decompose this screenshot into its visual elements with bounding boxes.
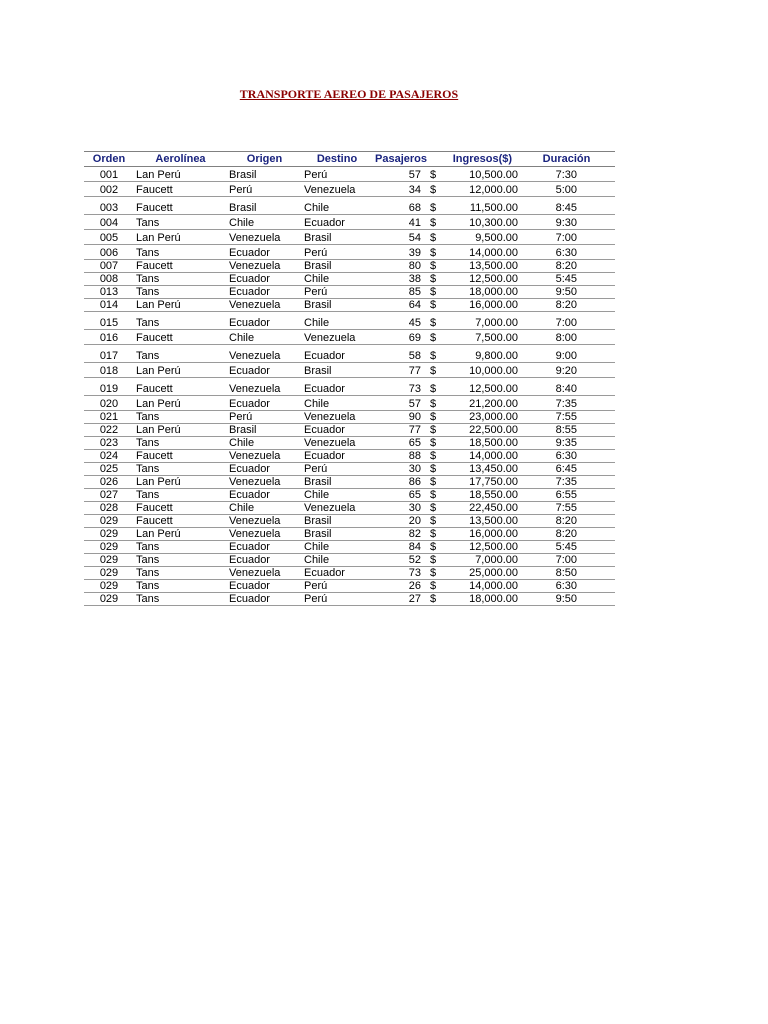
cell-ingresos: 14,000.00 xyxy=(446,245,518,260)
cell-orden: 029 xyxy=(84,567,134,580)
cell-ingresos: 22,450.00 xyxy=(446,502,518,515)
table-row xyxy=(84,286,615,299)
cell-destino: Chile xyxy=(302,554,372,567)
cell-destino: Perú xyxy=(302,593,372,606)
table-row xyxy=(84,437,615,450)
cell-currency: $ xyxy=(430,476,446,489)
cell-destino: Brasil xyxy=(302,528,372,541)
cell-pasajeros: 73 xyxy=(372,567,430,580)
table-row xyxy=(84,502,615,515)
cell-destino: Chile xyxy=(302,312,372,330)
cell-aerolinea: Lan Perú xyxy=(134,396,227,411)
cell-duracion: 6:30 xyxy=(518,245,615,260)
cell-aerolinea: Lan Perú xyxy=(134,363,227,378)
cell-pasajeros: 65 xyxy=(372,489,430,502)
cell-duracion: 8:55 xyxy=(518,424,615,437)
cell-destino: Perú xyxy=(302,580,372,593)
cell-destino: Ecuador xyxy=(302,450,372,463)
cell-duracion: 6:30 xyxy=(518,580,615,593)
cell-aerolinea: Tans xyxy=(134,273,227,286)
cell-pasajeros: 52 xyxy=(372,554,430,567)
cell-pasajeros: 65 xyxy=(372,437,430,450)
table-row xyxy=(84,424,615,437)
cell-ingresos: 7,000.00 xyxy=(446,554,518,567)
cell-aerolinea: Tans xyxy=(134,215,227,230)
cell-orden: 018 xyxy=(84,363,134,378)
table-row xyxy=(84,363,615,378)
cell-duracion: 8:45 xyxy=(518,197,615,215)
table-row xyxy=(84,567,615,580)
cell-duracion: 5:45 xyxy=(518,273,615,286)
header-row xyxy=(84,152,615,167)
cell-destino: Venezuela xyxy=(302,502,372,515)
cell-origen: Venezuela xyxy=(227,528,302,541)
cell-aerolinea: Faucett xyxy=(134,182,227,197)
cell-duracion: 9:20 xyxy=(518,363,615,378)
table-row xyxy=(84,476,615,489)
cell-currency: $ xyxy=(430,502,446,515)
cell-ingresos: 21,200.00 xyxy=(446,396,518,411)
cell-origen: Ecuador xyxy=(227,245,302,260)
cell-orden: 024 xyxy=(84,450,134,463)
cell-orden: 006 xyxy=(84,245,134,260)
table-row xyxy=(84,330,615,345)
cell-orden: 023 xyxy=(84,437,134,450)
table-row xyxy=(84,230,615,245)
cell-pasajeros: 86 xyxy=(372,476,430,489)
cell-ingresos: 23,000.00 xyxy=(446,411,518,424)
cell-duracion: 6:55 xyxy=(518,489,615,502)
cell-pasajeros: 90 xyxy=(372,411,430,424)
cell-pasajeros: 58 xyxy=(372,345,430,363)
cell-ingresos: 10,300.00 xyxy=(446,215,518,230)
cell-destino: Ecuador xyxy=(302,378,372,396)
cell-currency: $ xyxy=(430,580,446,593)
cell-currency: $ xyxy=(430,411,446,424)
cell-ingresos: 7,500.00 xyxy=(446,330,518,345)
cell-origen: Brasil xyxy=(227,424,302,437)
cell-pasajeros: 41 xyxy=(372,215,430,230)
cell-duracion: 7:00 xyxy=(518,312,615,330)
cell-currency: $ xyxy=(430,463,446,476)
page-title: TRANSPORTE AEREO DE PASAJEROS xyxy=(239,87,459,101)
cell-ingresos: 9,500.00 xyxy=(446,230,518,245)
cell-currency: $ xyxy=(430,330,446,345)
cell-origen: Venezuela xyxy=(227,567,302,580)
cell-pasajeros: 80 xyxy=(372,260,430,273)
table-row xyxy=(84,299,615,312)
cell-orden: 003 xyxy=(84,197,134,215)
cell-pasajeros: 38 xyxy=(372,273,430,286)
cell-pasajeros: 82 xyxy=(372,528,430,541)
cell-ingresos: 18,550.00 xyxy=(446,489,518,502)
cell-duracion: 9:50 xyxy=(518,286,615,299)
cell-orden: 008 xyxy=(84,273,134,286)
cell-orden: 013 xyxy=(84,286,134,299)
header-origen: Origen xyxy=(227,152,302,167)
cell-orden: 021 xyxy=(84,411,134,424)
cell-orden: 029 xyxy=(84,515,134,528)
cell-origen: Chile xyxy=(227,437,302,450)
cell-pasajeros: 73 xyxy=(372,378,430,396)
cell-origen: Ecuador xyxy=(227,463,302,476)
cell-aerolinea: Lan Perú xyxy=(134,230,227,245)
cell-ingresos: 18,500.00 xyxy=(446,437,518,450)
cell-destino: Brasil xyxy=(302,299,372,312)
cell-duracion: 9:35 xyxy=(518,437,615,450)
cell-aerolinea: Lan Perú xyxy=(134,528,227,541)
cell-origen: Ecuador xyxy=(227,593,302,606)
cell-aerolinea: Tans xyxy=(134,554,227,567)
cell-orden: 026 xyxy=(84,476,134,489)
cell-aerolinea: Lan Perú xyxy=(134,167,227,182)
cell-currency: $ xyxy=(430,489,446,502)
cell-orden: 029 xyxy=(84,554,134,567)
cell-pasajeros: 68 xyxy=(372,197,430,215)
cell-aerolinea: Tans xyxy=(134,411,227,424)
cell-ingresos: 14,000.00 xyxy=(446,580,518,593)
cell-aerolinea: Faucett xyxy=(134,260,227,273)
cell-pasajeros: 27 xyxy=(372,593,430,606)
cell-destino: Chile xyxy=(302,489,372,502)
cell-origen: Chile xyxy=(227,502,302,515)
cell-destino: Ecuador xyxy=(302,567,372,580)
cell-aerolinea: Tans xyxy=(134,312,227,330)
cell-pasajeros: 30 xyxy=(372,502,430,515)
cell-ingresos: 13,500.00 xyxy=(446,515,518,528)
cell-destino: Chile xyxy=(302,541,372,554)
cell-currency: $ xyxy=(430,396,446,411)
cell-pasajeros: 26 xyxy=(372,580,430,593)
cell-duracion: 7:30 xyxy=(518,167,615,182)
cell-currency: $ xyxy=(430,567,446,580)
cell-pasajeros: 45 xyxy=(372,312,430,330)
cell-origen: Ecuador xyxy=(227,554,302,567)
cell-duracion: 7:55 xyxy=(518,502,615,515)
table-row xyxy=(84,167,615,182)
cell-duracion: 7:00 xyxy=(518,554,615,567)
cell-orden: 020 xyxy=(84,396,134,411)
cell-orden: 028 xyxy=(84,502,134,515)
cell-currency: $ xyxy=(430,245,446,260)
cell-currency: $ xyxy=(430,312,446,330)
cell-currency: $ xyxy=(430,286,446,299)
cell-origen: Ecuador xyxy=(227,312,302,330)
cell-ingresos: 14,000.00 xyxy=(446,450,518,463)
cell-aerolinea: Tans xyxy=(134,580,227,593)
cell-ingresos: 22,500.00 xyxy=(446,424,518,437)
cell-origen: Perú xyxy=(227,411,302,424)
table-row xyxy=(84,215,615,230)
cell-destino: Brasil xyxy=(302,260,372,273)
cell-orden: 007 xyxy=(84,260,134,273)
cell-duracion: 9:30 xyxy=(518,215,615,230)
table-row xyxy=(84,260,615,273)
cell-pasajeros: 64 xyxy=(372,299,430,312)
cell-origen: Venezuela xyxy=(227,230,302,245)
cell-currency: $ xyxy=(430,528,446,541)
cell-aerolinea: Tans xyxy=(134,463,227,476)
cell-currency: $ xyxy=(430,424,446,437)
cell-duracion: 5:45 xyxy=(518,541,615,554)
table-body xyxy=(84,167,615,606)
cell-ingresos: 7,000.00 xyxy=(446,312,518,330)
cell-aerolinea: Tans xyxy=(134,286,227,299)
cell-currency: $ xyxy=(430,541,446,554)
table-row xyxy=(84,273,615,286)
cell-currency: $ xyxy=(430,593,446,606)
cell-aerolinea: Lan Perú xyxy=(134,424,227,437)
cell-aerolinea: Faucett xyxy=(134,330,227,345)
table-row xyxy=(84,396,615,411)
cell-pasajeros: 34 xyxy=(372,182,430,197)
cell-orden: 001 xyxy=(84,167,134,182)
cell-duracion: 8:00 xyxy=(518,330,615,345)
table-row xyxy=(84,411,615,424)
cell-orden: 004 xyxy=(84,215,134,230)
cell-origen: Ecuador xyxy=(227,541,302,554)
cell-duracion: 8:50 xyxy=(518,567,615,580)
cell-orden: 029 xyxy=(84,528,134,541)
cell-aerolinea: Tans xyxy=(134,567,227,580)
cell-orden: 017 xyxy=(84,345,134,363)
cell-orden: 019 xyxy=(84,378,134,396)
header-pasajeros: Pasajeros xyxy=(372,152,430,167)
cell-duracion: 9:50 xyxy=(518,593,615,606)
cell-ingresos: 13,500.00 xyxy=(446,260,518,273)
cell-duracion: 9:00 xyxy=(518,345,615,363)
cell-orden: 002 xyxy=(84,182,134,197)
cell-ingresos: 16,000.00 xyxy=(446,299,518,312)
header-orden: Orden xyxy=(84,152,134,167)
cell-origen: Venezuela xyxy=(227,345,302,363)
cell-destino: Chile xyxy=(302,396,372,411)
table-row xyxy=(84,463,615,476)
cell-aerolinea: Tans xyxy=(134,437,227,450)
table-row xyxy=(84,182,615,197)
cell-destino: Chile xyxy=(302,273,372,286)
cell-aerolinea: Faucett xyxy=(134,197,227,215)
cell-aerolinea: Tans xyxy=(134,489,227,502)
cell-currency: $ xyxy=(430,197,446,215)
cell-aerolinea: Tans xyxy=(134,245,227,260)
cell-origen: Brasil xyxy=(227,167,302,182)
cell-origen: Chile xyxy=(227,330,302,345)
cell-origen: Perú xyxy=(227,182,302,197)
cell-currency: $ xyxy=(430,363,446,378)
cell-pasajeros: 57 xyxy=(372,396,430,411)
cell-destino: Venezuela xyxy=(302,182,372,197)
cell-duracion: 6:30 xyxy=(518,450,615,463)
cell-origen: Venezuela xyxy=(227,515,302,528)
table-row xyxy=(84,554,615,567)
cell-duracion: 7:00 xyxy=(518,230,615,245)
table-row xyxy=(84,489,615,502)
table-row xyxy=(84,541,615,554)
cell-origen: Venezuela xyxy=(227,299,302,312)
cell-orden: 016 xyxy=(84,330,134,345)
cell-aerolinea: Faucett xyxy=(134,502,227,515)
cell-ingresos: 25,000.00 xyxy=(446,567,518,580)
cell-duracion: 7:35 xyxy=(518,396,615,411)
cell-duracion: 5:00 xyxy=(518,182,615,197)
cell-aerolinea: Faucett xyxy=(134,378,227,396)
cell-ingresos: 12,500.00 xyxy=(446,273,518,286)
cell-orden: 029 xyxy=(84,541,134,554)
table-row xyxy=(84,378,615,396)
cell-origen: Venezuela xyxy=(227,450,302,463)
cell-aerolinea: Lan Perú xyxy=(134,476,227,489)
header-duracion: Duración xyxy=(518,152,615,167)
cell-origen: Ecuador xyxy=(227,286,302,299)
table-row xyxy=(84,580,615,593)
cell-destino: Ecuador xyxy=(302,215,372,230)
cell-pasajeros: 84 xyxy=(372,541,430,554)
cell-destino: Perú xyxy=(302,245,372,260)
cell-pasajeros: 77 xyxy=(372,363,430,378)
cell-pasajeros: 77 xyxy=(372,424,430,437)
table-row xyxy=(84,197,615,215)
cell-destino: Ecuador xyxy=(302,424,372,437)
cell-origen: Venezuela xyxy=(227,260,302,273)
cell-origen: Ecuador xyxy=(227,396,302,411)
cell-ingresos: 10,500.00 xyxy=(446,167,518,182)
cell-ingresos: 16,000.00 xyxy=(446,528,518,541)
cell-aerolinea: Lan Perú xyxy=(134,299,227,312)
cell-origen: Ecuador xyxy=(227,273,302,286)
cell-destino: Perú xyxy=(302,463,372,476)
cell-destino: Perú xyxy=(302,286,372,299)
cell-aerolinea: Tans xyxy=(134,593,227,606)
cell-duracion: 7:35 xyxy=(518,476,615,489)
cell-destino: Venezuela xyxy=(302,330,372,345)
cell-destino: Venezuela xyxy=(302,437,372,450)
cell-destino: Brasil xyxy=(302,515,372,528)
cell-currency: $ xyxy=(430,378,446,396)
cell-orden: 029 xyxy=(84,593,134,606)
table-row xyxy=(84,528,615,541)
cell-destino: Perú xyxy=(302,167,372,182)
cell-orden: 027 xyxy=(84,489,134,502)
cell-pasajeros: 88 xyxy=(372,450,430,463)
cell-ingresos: 9,800.00 xyxy=(446,345,518,363)
cell-duracion: 7:55 xyxy=(518,411,615,424)
cell-duracion: 8:20 xyxy=(518,528,615,541)
table-row xyxy=(84,515,615,528)
table-row xyxy=(84,593,615,606)
header-aerolinea: Aerolínea xyxy=(134,152,227,167)
cell-currency: $ xyxy=(430,260,446,273)
cell-ingresos: 18,000.00 xyxy=(446,593,518,606)
cell-currency: $ xyxy=(430,554,446,567)
cell-orden: 005 xyxy=(84,230,134,245)
cell-origen: Ecuador xyxy=(227,489,302,502)
cell-orden: 029 xyxy=(84,580,134,593)
cell-ingresos: 12,500.00 xyxy=(446,378,518,396)
cell-ingresos: 18,000.00 xyxy=(446,286,518,299)
cell-orden: 015 xyxy=(84,312,134,330)
cell-origen: Brasil xyxy=(227,197,302,215)
table-row xyxy=(84,245,615,260)
cell-duracion: 6:45 xyxy=(518,463,615,476)
cell-ingresos: 11,500.00 xyxy=(446,197,518,215)
cell-currency: $ xyxy=(430,273,446,286)
cell-aerolinea: Tans xyxy=(134,345,227,363)
cell-pasajeros: 30 xyxy=(372,463,430,476)
cell-duracion: 8:20 xyxy=(518,299,615,312)
header-ingresos: Ingresos($) xyxy=(430,152,518,167)
cell-aerolinea: Tans xyxy=(134,541,227,554)
cell-origen: Venezuela xyxy=(227,378,302,396)
cell-destino: Chile xyxy=(302,197,372,215)
cell-pasajeros: 69 xyxy=(372,330,430,345)
cell-duracion: 8:40 xyxy=(518,378,615,396)
cell-currency: $ xyxy=(430,345,446,363)
cell-ingresos: 13,450.00 xyxy=(446,463,518,476)
cell-currency: $ xyxy=(430,230,446,245)
cell-destino: Venezuela xyxy=(302,411,372,424)
cell-ingresos: 12,000.00 xyxy=(446,182,518,197)
cell-ingresos: 10,000.00 xyxy=(446,363,518,378)
cell-pasajeros: 85 xyxy=(372,286,430,299)
cell-destino: Brasil xyxy=(302,230,372,245)
cell-currency: $ xyxy=(430,437,446,450)
cell-duracion: 8:20 xyxy=(518,260,615,273)
cell-orden: 014 xyxy=(84,299,134,312)
header-destino: Destino xyxy=(302,152,372,167)
cell-currency: $ xyxy=(430,182,446,197)
cell-aerolinea: Faucett xyxy=(134,515,227,528)
cell-currency: $ xyxy=(430,450,446,463)
cell-pasajeros: 54 xyxy=(372,230,430,245)
cell-destino: Brasil xyxy=(302,476,372,489)
passenger-table xyxy=(84,151,615,606)
cell-destino: Ecuador xyxy=(302,345,372,363)
table-row xyxy=(84,345,615,363)
cell-origen: Ecuador xyxy=(227,580,302,593)
table-row xyxy=(84,450,615,463)
cell-currency: $ xyxy=(430,299,446,312)
cell-ingresos: 17,750.00 xyxy=(446,476,518,489)
table-row xyxy=(84,312,615,330)
cell-duracion: 8:20 xyxy=(518,515,615,528)
cell-pasajeros: 57 xyxy=(372,167,430,182)
cell-currency: $ xyxy=(430,515,446,528)
cell-currency: $ xyxy=(430,167,446,182)
cell-orden: 022 xyxy=(84,424,134,437)
cell-currency: $ xyxy=(430,215,446,230)
cell-orden: 025 xyxy=(84,463,134,476)
cell-origen: Venezuela xyxy=(227,476,302,489)
cell-ingresos: 12,500.00 xyxy=(446,541,518,554)
cell-pasajeros: 39 xyxy=(372,245,430,260)
cell-origen: Ecuador xyxy=(227,363,302,378)
cell-destino: Brasil xyxy=(302,363,372,378)
cell-aerolinea: Faucett xyxy=(134,450,227,463)
cell-origen: Chile xyxy=(227,215,302,230)
cell-pasajeros: 20 xyxy=(372,515,430,528)
